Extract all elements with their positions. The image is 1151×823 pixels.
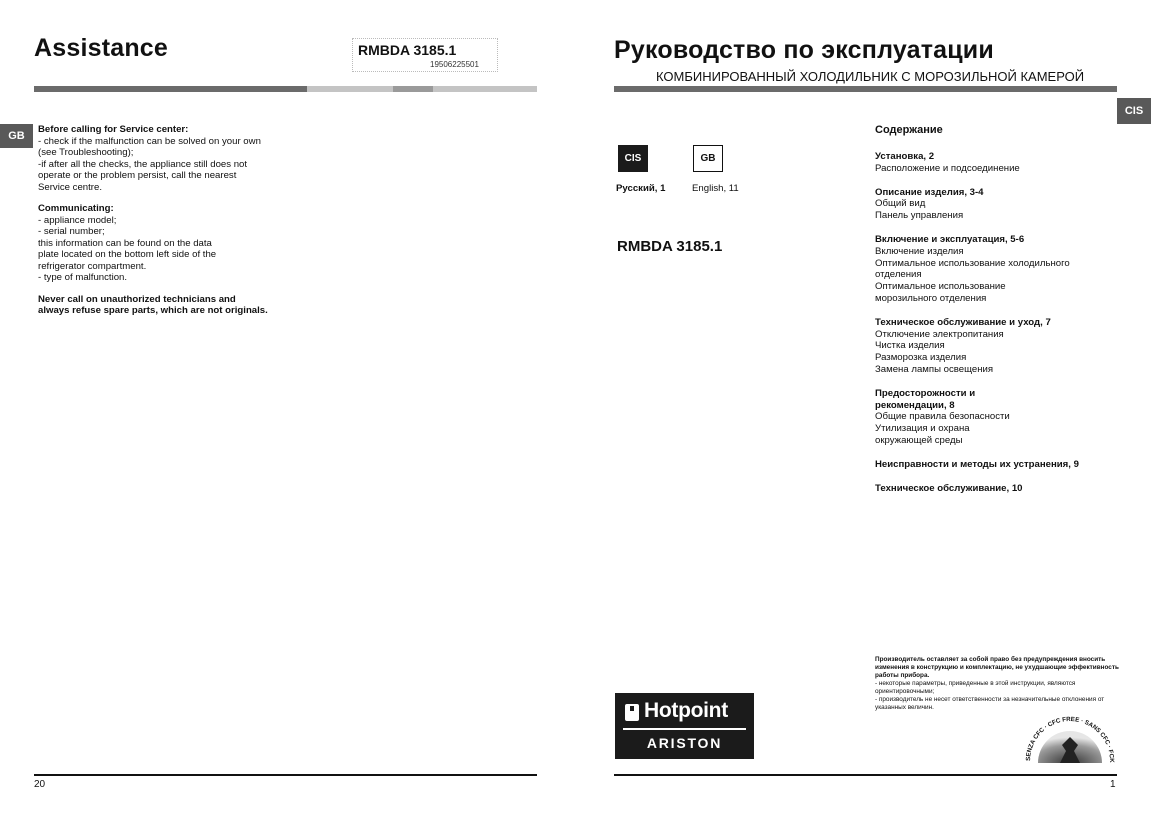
communicating-heading: Communicating: — [38, 203, 114, 214]
logo-ariston-text: ARISTON — [646, 735, 723, 751]
page-title-right: Руководство по эксплуатации — [614, 36, 994, 64]
disclaimer — [875, 656, 1125, 712]
footer-line-left — [34, 774, 537, 776]
toc-section-operation — [875, 234, 1115, 305]
page-number-right: 1 — [1110, 779, 1116, 790]
lang-label-russian: Русский, 1 — [616, 183, 666, 194]
lang-box-cis[interactable]: CIS — [618, 145, 648, 172]
toc-section-maintenance — [875, 317, 1115, 376]
toc-heading: Установка, 2 — [875, 151, 935, 162]
before-calling-body: - check if the malfunction can be solved on your own (see Troubleshooting); -if after all the checks, the appliance still does not operate or the problem persist, call the nearest Service centre. — [38, 135, 261, 193]
toc-items: Расположение и подсоединение — [875, 162, 1020, 174]
toc-heading: Неисправности и методы их устранения, 9 — [875, 458, 1079, 470]
toc-heading: Техническое обслуживание, 10 — [875, 482, 1023, 494]
lang-tag-cis: CIS — [1117, 98, 1151, 124]
header-bar-light-left — [307, 86, 393, 92]
toc-heading: Предосторожности и рекомендации, 8 — [875, 387, 976, 411]
toc-section-installation — [875, 151, 1115, 175]
header-bar-dark-left — [34, 86, 307, 92]
page-subtitle: КОМБИНИРОВАННЫЙ ХОЛОДИЛЬНИК С МОРОЗИЛЬНОЙ КАМЕРОЙ — [656, 69, 1085, 84]
disclaimer-body: - некоторые параметры, приведенные в этой инструкции, являются ориентировочными; - производитель не несет ответственности за незначительные отклонения от указанных величин. — [875, 680, 1105, 711]
model-number-right: RMBDA 3185.1 — [617, 238, 723, 255]
footer-line-right — [614, 774, 1117, 776]
table-of-contents — [875, 151, 1115, 506]
lang-box-gb[interactable]: GB — [693, 145, 723, 172]
toc-items: Общий вид Панель управления — [875, 198, 964, 222]
lang-tag-gb: GB — [0, 124, 33, 148]
toc-section-precautions — [875, 388, 1115, 447]
header-bar-mid-left — [393, 86, 433, 92]
plug-icon — [625, 704, 639, 721]
cfc-free-seal-icon — [1022, 713, 1118, 765]
toc-section-description — [875, 187, 1115, 222]
toc-section-troubleshooting — [875, 459, 1115, 471]
toc-heading: Описание изделия, 3-4 — [875, 186, 984, 198]
page-number-left: 20 — [34, 779, 46, 790]
before-calling-heading: Before calling for Service center: — [38, 124, 189, 135]
toc-section-service — [875, 483, 1115, 495]
header-bar-light-left-2 — [433, 86, 537, 92]
warning-text: Never call on unauthorized technicians and always refuse spare parts, which are not originals. — [38, 293, 268, 316]
toc-title: Содержание — [875, 124, 943, 136]
disclaimer-bold: Производитель оставляет за собой право без предупреждения вносить изменения в конструкцию и комплектацию, не ухудшающие эффективность работы прибора. — [875, 656, 1119, 679]
toc-items: Отключение электропитания Чистка изделия Разморозка изделия Замена лампы освещения — [875, 328, 1004, 375]
toc-items: Включение изделия Оптимальное использование холодильного отделения Оптимальное использование морозильного отделения — [875, 245, 1070, 304]
page-title-left: Assistance — [34, 34, 169, 62]
logo-divider — [623, 728, 746, 730]
toc-items: Общие правила безопасности Утилизация и охрана окружающей среды — [875, 411, 1010, 446]
model-number-left: RMBDA 3185.1 — [358, 42, 457, 58]
logo-hotpoint-text: Hotpoint — [644, 699, 728, 722]
communicating-body: - appliance model; - serial number; this information can be found on the data plate located on the bottom left side of the refrigerator compartment. - type of malfunction. — [38, 214, 217, 283]
toc-heading: Включение и эксплуатация, 5-6 — [875, 233, 1025, 245]
lang-label-english: English, 11 — [692, 183, 739, 194]
svg-text:SENZA CFC · CFC FREE · SANS CF: SENZA CFC · CFC FREE · SANS CFC · FCK — [1024, 715, 1116, 763]
hotpoint-ariston-logo — [615, 693, 754, 759]
assistance-text — [38, 124, 298, 327]
header-bar-right — [614, 86, 1117, 92]
toc-heading: Техническое обслуживание и уход, 7 — [875, 316, 1051, 328]
serial-number: 19506225501 — [430, 60, 479, 69]
